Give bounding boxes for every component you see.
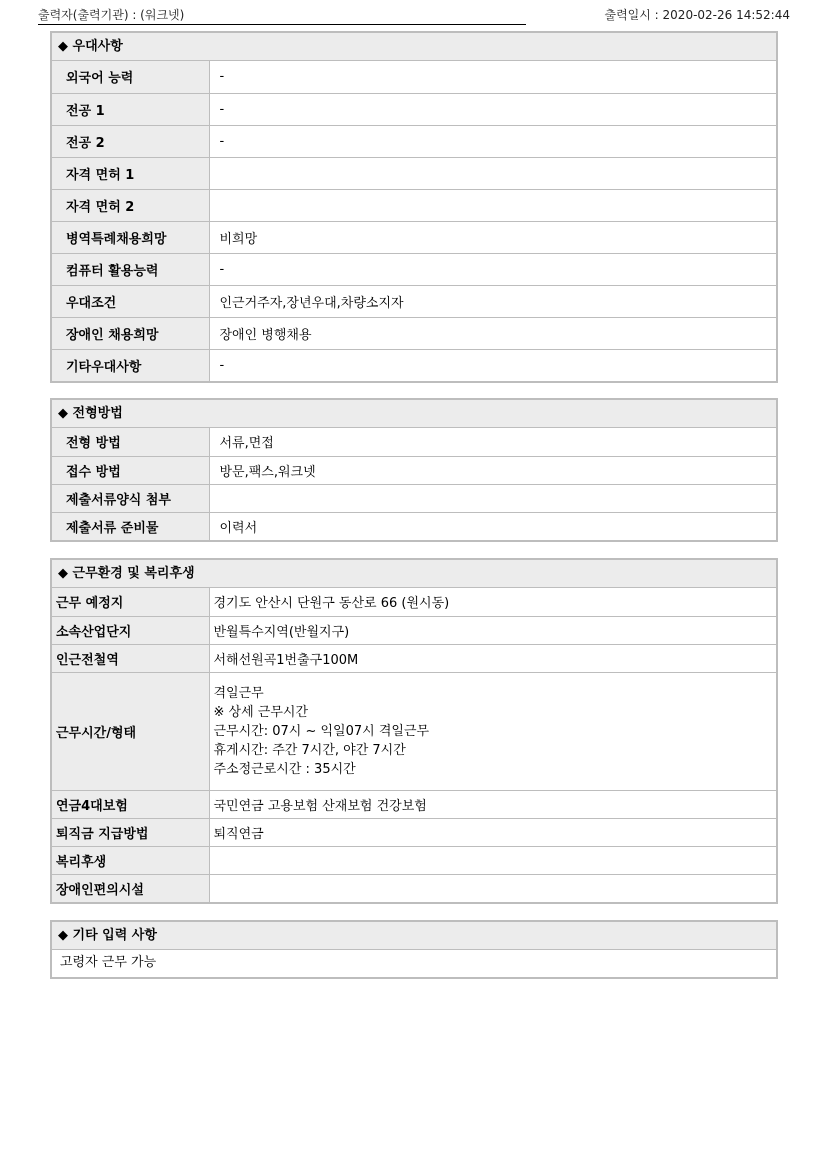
preferences-table bbox=[52, 61, 776, 381]
work-hours-line: 휴게시간: 주간 7시간, 야간 7시간 bbox=[213, 742, 406, 758]
row-value: - bbox=[209, 125, 776, 157]
severance-label: 퇴직금 지급방법 bbox=[52, 818, 209, 846]
section-title: ◆ 기타 입력 사항 bbox=[52, 922, 776, 950]
row-value: - bbox=[209, 349, 776, 381]
severance-value: 퇴직연금 bbox=[209, 818, 776, 846]
row-value: - bbox=[209, 253, 776, 285]
work-hours-value bbox=[209, 672, 776, 790]
table-row bbox=[52, 285, 776, 317]
work-hours-line: 근무시간: 07시 ~ 익일07시 격일근무 bbox=[213, 723, 430, 739]
row-value: - bbox=[209, 61, 776, 93]
row-label: 우대조건 bbox=[52, 285, 209, 317]
table-row bbox=[52, 61, 776, 93]
table-row bbox=[52, 672, 776, 790]
row-label: 외국어 능력 bbox=[52, 61, 209, 93]
table-row bbox=[52, 317, 776, 349]
disability-facilities-value bbox=[209, 874, 776, 902]
industrial-complex-value: 반월특수지역(반월지구) bbox=[209, 616, 776, 644]
work-hours-label: 근무시간/형태 bbox=[52, 672, 209, 790]
table-row bbox=[52, 125, 776, 157]
row-label: 컴퓨터 활용능력 bbox=[52, 253, 209, 285]
row-value bbox=[209, 189, 776, 221]
table-row bbox=[52, 874, 776, 902]
other-section bbox=[50, 920, 778, 979]
table-row bbox=[52, 93, 776, 125]
environment-section bbox=[50, 558, 778, 904]
screening-table bbox=[52, 428, 776, 540]
preferences-section bbox=[50, 31, 778, 383]
printed-by: 출력자(출력기관) : (워크넷) bbox=[38, 8, 185, 22]
row-label: 병역특례채용희망 bbox=[52, 221, 209, 253]
row-label: 전형 방법 bbox=[52, 428, 209, 456]
row-label: 제출서류양식 첨부 bbox=[52, 484, 209, 512]
row-value: 서류,면접 bbox=[209, 428, 776, 456]
work-hours-line: 격일근무 bbox=[213, 685, 264, 701]
row-value: - bbox=[209, 93, 776, 125]
table-row bbox=[52, 818, 776, 846]
nearest-station-label: 인근전철역 bbox=[52, 644, 209, 672]
row-value: 인근거주자,장년우대,차량소지자 bbox=[209, 285, 776, 317]
table-row bbox=[52, 428, 776, 456]
table-row bbox=[52, 846, 776, 874]
table-row bbox=[52, 349, 776, 381]
table-row bbox=[52, 616, 776, 644]
welfare-value bbox=[209, 846, 776, 874]
workplace-label: 근무 예정지 bbox=[52, 588, 209, 616]
section-title: ◆ 근무환경 및 복리후생 bbox=[52, 560, 776, 588]
table-row bbox=[52, 588, 776, 616]
table-row bbox=[52, 790, 776, 818]
row-value: 장애인 병행채용 bbox=[209, 317, 776, 349]
environment-table bbox=[52, 588, 776, 902]
table-row bbox=[52, 221, 776, 253]
row-label: 기타우대사항 bbox=[52, 349, 209, 381]
table-row bbox=[52, 456, 776, 484]
table-row bbox=[52, 644, 776, 672]
table-row bbox=[52, 189, 776, 221]
industrial-complex-label: 소속산업단지 bbox=[52, 616, 209, 644]
row-label: 전공 1 bbox=[52, 93, 209, 125]
table-row bbox=[52, 512, 776, 540]
row-value bbox=[209, 157, 776, 189]
row-label: 제출서류 준비물 bbox=[52, 512, 209, 540]
printed-at: 출력일시 : 2020-02-26 14:52:44 bbox=[604, 8, 790, 22]
insurance-value: 국민연금 고용보험 산재보험 건강보험 bbox=[209, 790, 776, 818]
row-value: 이력서 bbox=[209, 512, 776, 540]
welfare-label: 복리후생 bbox=[52, 846, 209, 874]
insurance-label: 연금4대보험 bbox=[52, 790, 209, 818]
disability-facilities-label: 장애인편의시설 bbox=[52, 874, 209, 902]
table-row bbox=[52, 157, 776, 189]
print-header bbox=[38, 6, 790, 24]
work-hours-line: ※ 상세 근무시간 bbox=[213, 704, 309, 720]
row-value bbox=[209, 484, 776, 512]
work-hours-line: 주소정근로시간 : 35시간 bbox=[213, 761, 356, 777]
header-divider bbox=[38, 24, 526, 25]
table-row bbox=[52, 484, 776, 512]
row-label: 장애인 채용희망 bbox=[52, 317, 209, 349]
row-label: 접수 방법 bbox=[52, 456, 209, 484]
section-title: ◆ 우대사항 bbox=[52, 33, 776, 61]
section-title: ◆ 전형방법 bbox=[52, 400, 776, 428]
other-text: 고령자 근무 가능 bbox=[60, 955, 157, 970]
screening-section bbox=[50, 398, 778, 542]
nearest-station-value: 서해선원곡1번출구100M bbox=[209, 644, 776, 672]
row-label: 전공 2 bbox=[52, 125, 209, 157]
row-label: 자격 면허 1 bbox=[52, 157, 209, 189]
workplace-value: 경기도 안산시 단원구 동산로 66 (원시동) bbox=[209, 588, 776, 616]
row-value: 방문,팩스,워크넷 bbox=[209, 456, 776, 484]
table-row bbox=[52, 253, 776, 285]
row-label: 자격 면허 2 bbox=[52, 189, 209, 221]
row-value: 비희망 bbox=[209, 221, 776, 253]
